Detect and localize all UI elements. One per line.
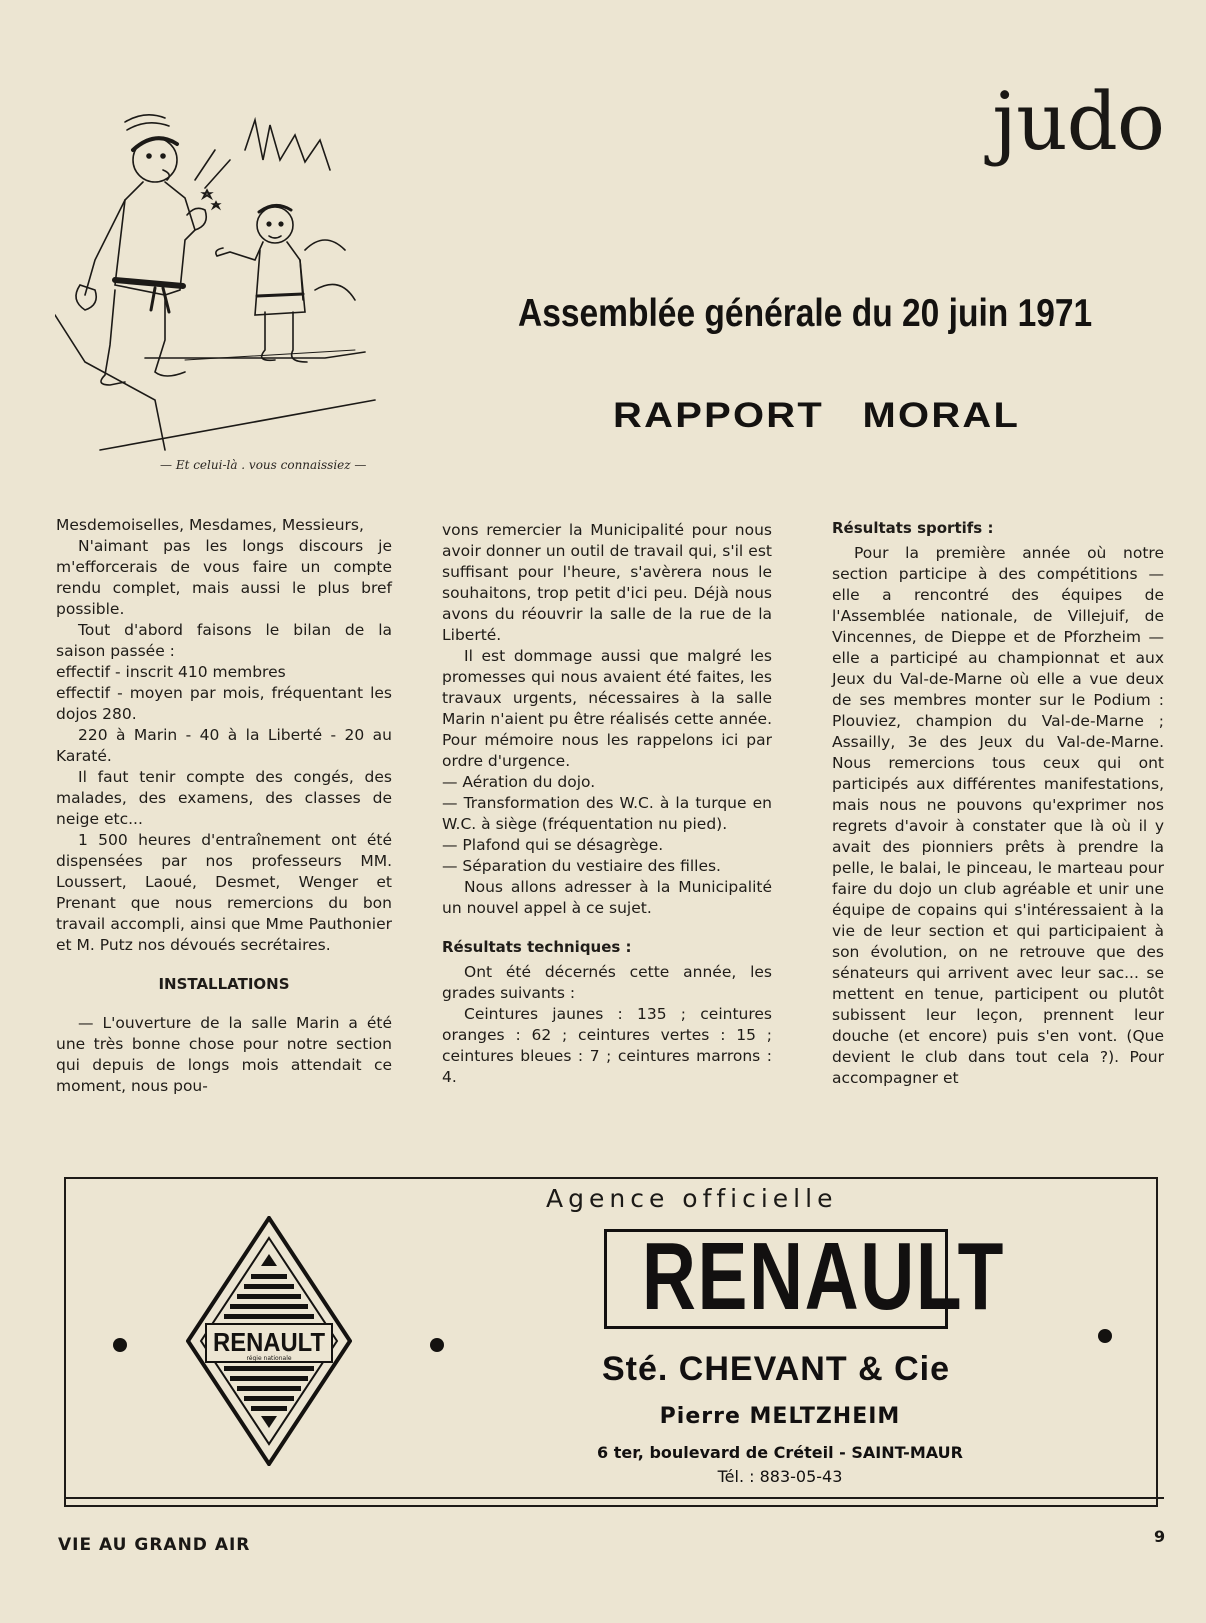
logo-text: RENAULT [213,1327,326,1357]
section-heading-resultats-sportifs: Résultats sportifs : [832,519,994,537]
list-item: — Transformation des W.C. à la turque en W.C. à siège (fréquentation nu pied). [442,794,772,833]
text-column-3 [832,518,1164,1089]
bullet-dot-icon [113,1338,127,1352]
section-heading-resultats-techniques: Résultats techniques : [442,938,632,956]
judo-cartoon-illustration [55,100,395,480]
article-subhead: RAPPORT MORAL [613,396,1021,435]
section-title: judo [992,75,1164,168]
paragraph: N'aimant pas les longs discours je m'efforcerais de vous faire un compte rendu complet, mais aussi le plus bref possible. [56,537,392,618]
paragraph: Tout d'abord faisons le bilan de la saison passée : [56,621,392,660]
renault-diamond-logo [186,1216,352,1466]
ad-address: 6 ter, boulevard de Créteil - SAINT-MAUR [597,1443,963,1462]
paragraph: Pour la première année où notre section participe à des compétitions — elle a rencontré des équipes de l'Assemblée nationale, de Villejuif, de Vincennes, de Dieppe et de Pforzheim — elle a participé au championnat et aux Jeux du Val-de-Marne où elle a vue deux de ses membres monter sur le Podium : Plouviez, champion du Val-de-Marne ; Assailly, 3e des Jeux du Val-de-Marne. Nous remercions tous ceux qui ont participés aux différentes manifestations, mais nous ne pouvons qu'exprimer nos regrets d'avoir à constater que là où il y avait des pionniers prêts à prendre la pelle, le balai, le pinceau, le marteau pour faire du dojo un club agréable et unir une équipe de copains qui s'intéressaient à la vie de leur section et qui participaient à son évolution, on ne retrouve que des sénateurs qui arrivent avec leur sac... se mettent en tenue, participent ou plutôt subissent leur leçon, prennent leur douche (et encore) puis s'en vont. (Que devient le club dans tout cela ?). Pour accompagner et [832,544,1164,1087]
text-column-2 [442,520,772,1088]
ad-company-name: Sté. CHEVANT & Cie [602,1350,950,1388]
bullet-dot-icon [1098,1329,1112,1343]
logo-subtext: régie nationale [246,1355,292,1362]
list-item: — Séparation du vestiaire des filles. [442,857,721,875]
paragraph: 220 à Marin - 40 à la Liberté - 20 au Karaté. [56,726,392,765]
paragraph: effectif - moyen par mois, fréquentant les dojos 280. [56,684,392,723]
bullet-dot-icon [430,1338,444,1352]
article-headline: Assemblée générale du 20 juin 1971 [518,292,1093,335]
paragraph: effectif - inscrit 410 membres [56,663,286,681]
ad-agence-label: Agence officielle [546,1184,838,1213]
section-heading-installations: INSTALLATIONS [158,975,290,993]
publication-name: VIE AU GRAND AIR [58,1535,251,1555]
ad-divider [64,1497,1164,1499]
ad-brand-name: RENAULT [641,1223,1005,1330]
paragraph: Ont été décernés cette année, les grades suivants : [442,963,772,1002]
list-item: — Plafond qui se désagrège. [442,836,664,854]
paragraph: Il faut tenir compte des congés, des malades, des examens, des classes de neige etc... [56,768,392,828]
cartoon-caption: — Et celui-là . vous connaissiez — [160,458,367,472]
paragraph: vons remercier la Municipalité pour nous avoir donner un outil de travail qui, s'il est suffisant pour l'heure, s'avèrera nous le souhaitons, trop petit d'ici peu. Déjà nous avons du réouvrir la salle de la rue de la Liberté. [442,521,772,644]
ad-phone: Tél. : 883-05-43 [717,1467,843,1486]
text-column-1 [56,515,392,1097]
paragraph: 1 500 heures d'entraînement ont été dispensées par nos professeurs MM. Loussert, Laoué, Desmet, Wenger et Prenant que nous remercions du bon travail accompli, ainsi que Mme Pauthonier et M. Putz nos dévoués secrétaires. [56,831,392,954]
ad-person-name: Pierre MELTZHEIM [659,1404,901,1429]
paragraph: Nous allons adresser à la Municipalité un nouvel appel à ce sujet. [442,878,772,917]
paragraph: Il est dommage aussi que malgré les promesses qui nous avaient été faites, les travaux urgents, nécessaires à la salle Marin n'aient pu être réalisés cette année. Pour mémoire nous les rappelons ici par ordre d'urgence. [442,647,772,770]
paragraph: Ceintures jaunes : 135 ; ceintures oranges : 62 ; ceintures vertes : 15 ; ceintures bleues : 7 ; ceintures marrons : 4. [442,1005,772,1086]
paragraph: Mesdemoiselles, Mesdames, Messieurs, [56,516,364,534]
paragraph: — L'ouverture de la salle Marin a été une très bonne chose pour notre section qui depuis de longs mois attendait ce moment, nous pou- [56,1014,392,1095]
page-number: 9 [1154,1527,1166,1546]
list-item: — Aération du dojo. [442,773,596,791]
